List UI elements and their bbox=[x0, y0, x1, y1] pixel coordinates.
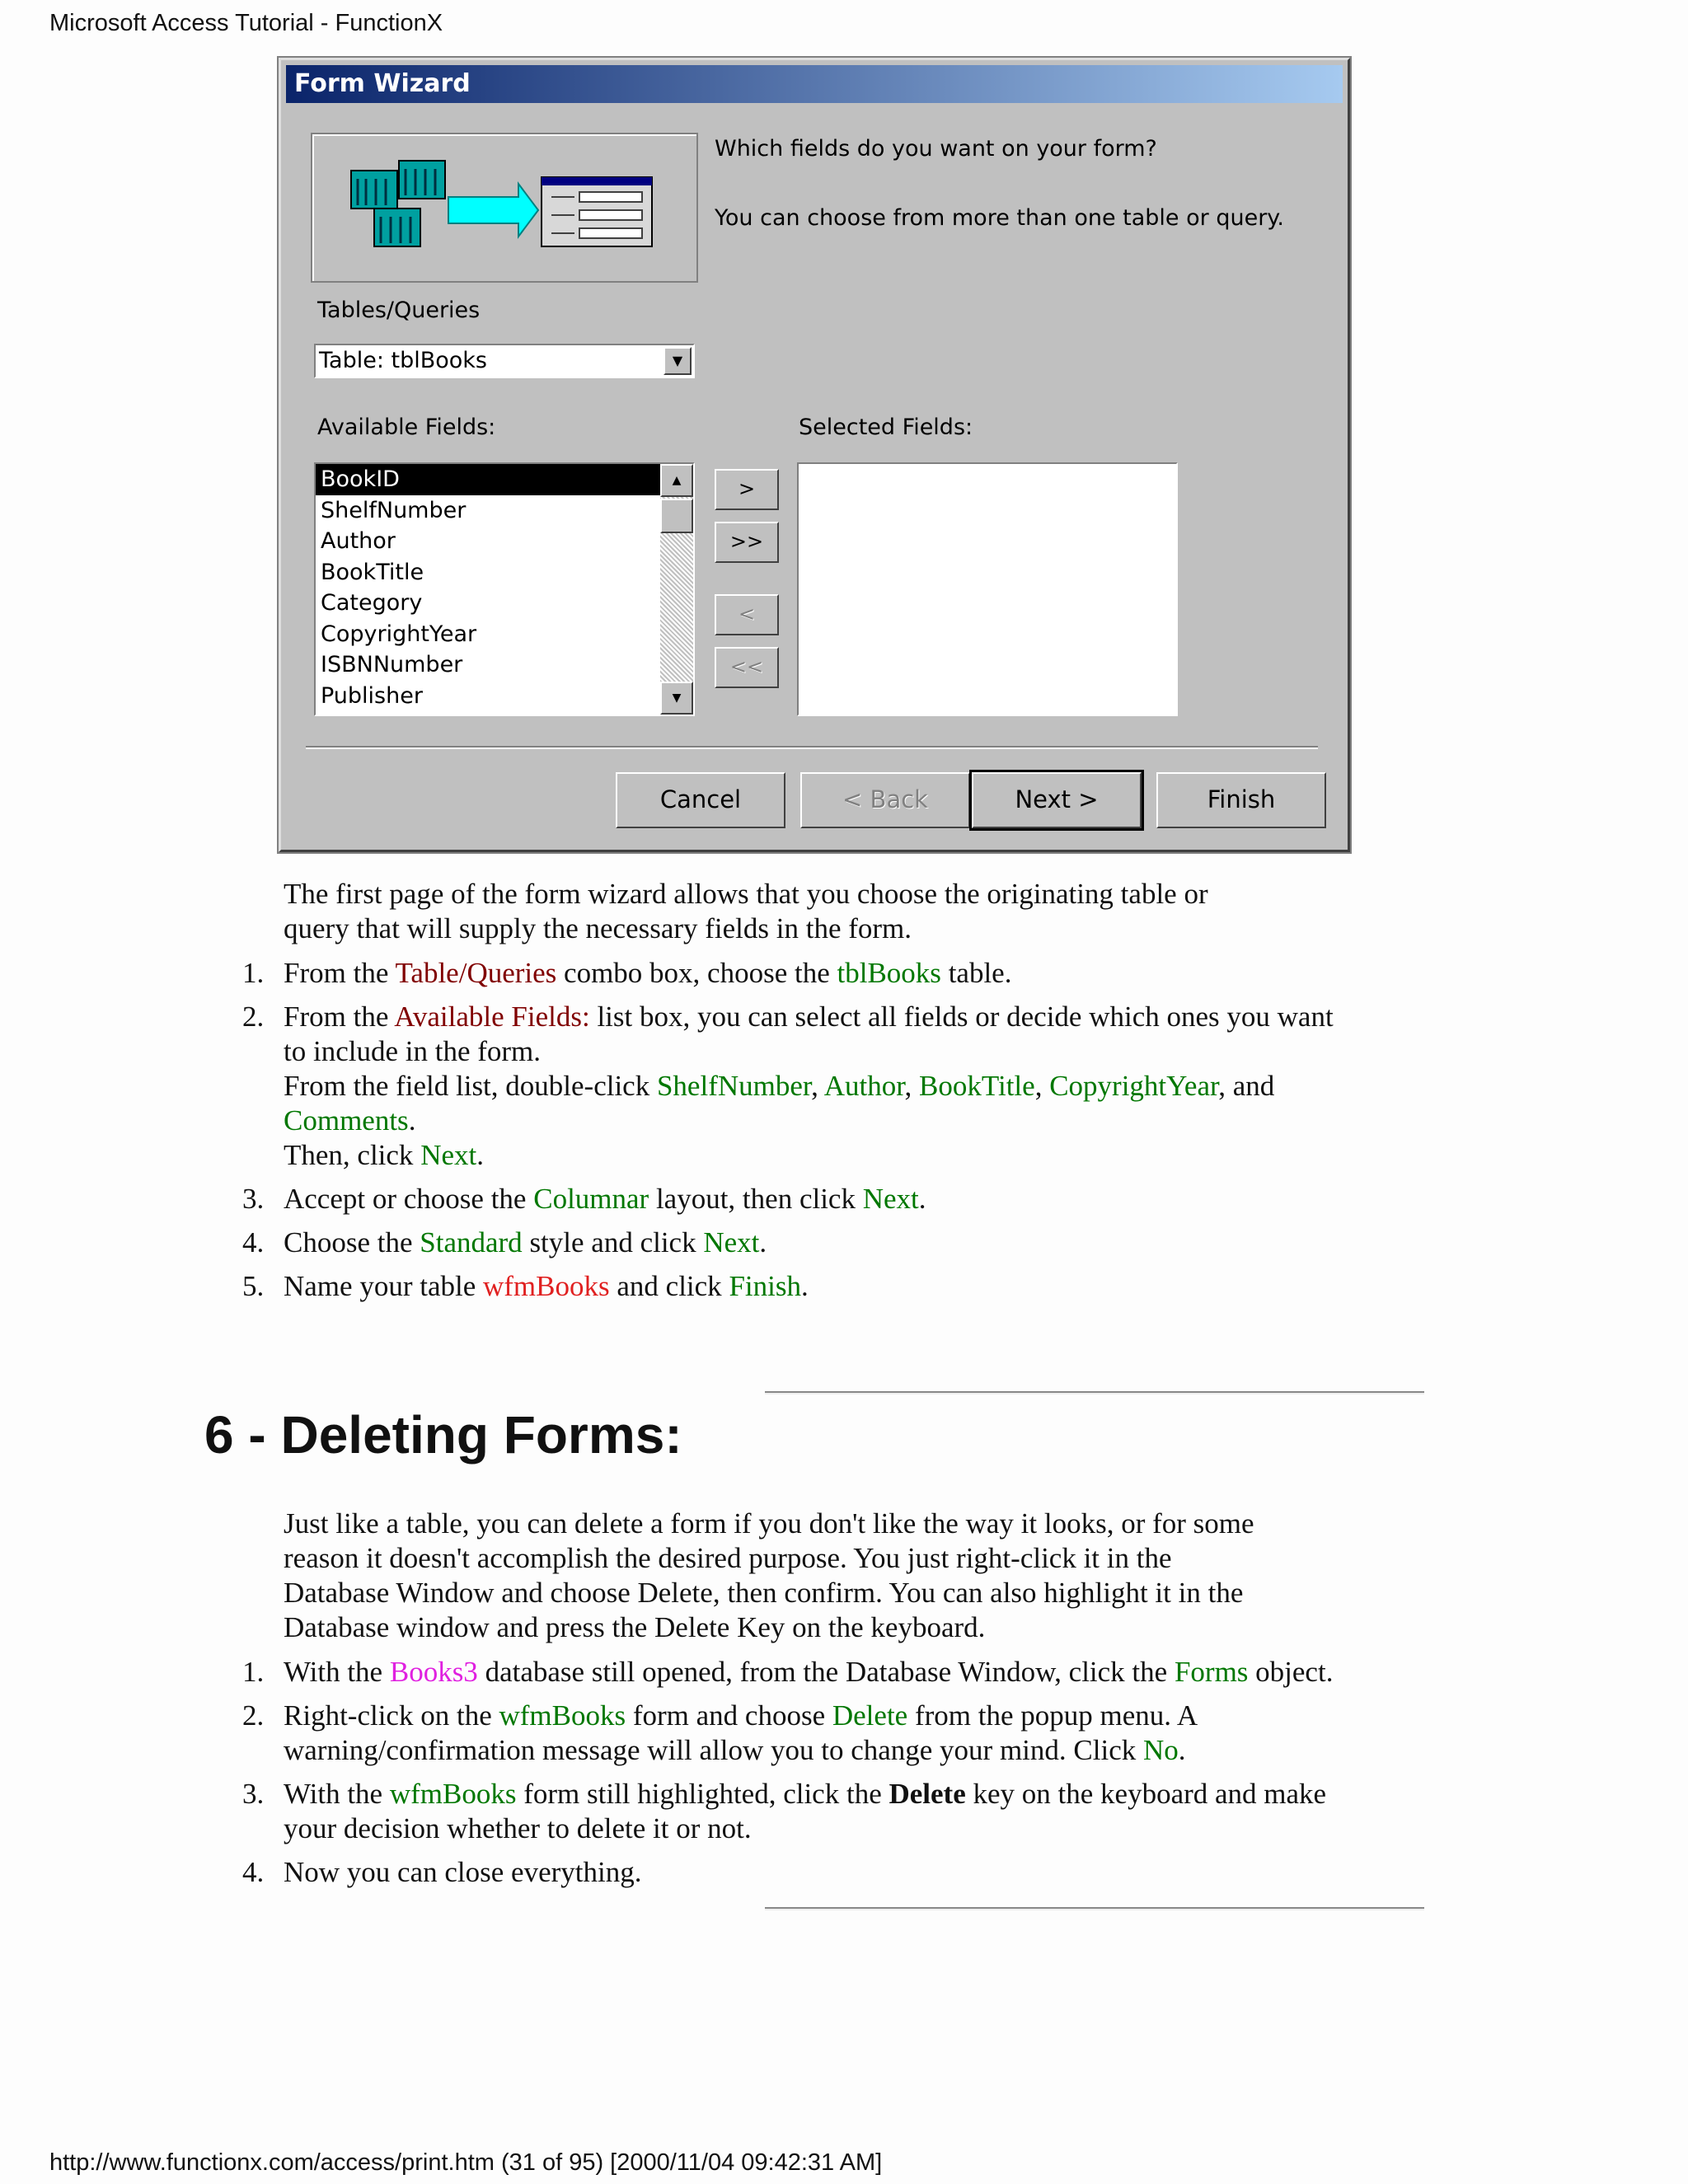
ui-term: tblBooks bbox=[837, 957, 941, 989]
text: Now you can close everything. bbox=[284, 1856, 642, 1888]
text: . bbox=[759, 1226, 767, 1258]
list-item bbox=[242, 1699, 1421, 1768]
cancel-button[interactable]: Cancel bbox=[616, 772, 785, 828]
ui-term: wfmBooks bbox=[483, 1270, 610, 1302]
list-item bbox=[242, 1777, 1421, 1846]
available-fields-list[interactable] bbox=[314, 462, 695, 716]
finish-button[interactable]: Finish bbox=[1156, 772, 1326, 828]
list-item bbox=[242, 1655, 1421, 1690]
text: . bbox=[1178, 1734, 1186, 1766]
list-item bbox=[242, 1226, 1421, 1260]
dialog-separator bbox=[306, 746, 1318, 749]
text-line: Just like a table, you can delete a form if you don't like the way it looks, or for some bbox=[284, 1507, 1254, 1540]
add-all-fields-button[interactable]: >> bbox=[715, 522, 779, 563]
text: style and click bbox=[522, 1226, 704, 1258]
back-button[interactable]: < Back bbox=[800, 772, 970, 828]
list-item[interactable]: BookID bbox=[316, 464, 660, 495]
ui-term: Finish bbox=[729, 1270, 801, 1302]
text-line: query that will supply the necessary fields in the form. bbox=[284, 912, 912, 944]
ui-term: Forms bbox=[1174, 1656, 1249, 1688]
list-item bbox=[242, 1855, 1421, 1890]
section-title: 6 - Deleting Forms: bbox=[204, 1405, 682, 1465]
item-number: 1. bbox=[242, 1656, 265, 1688]
item-number: 5. bbox=[242, 1270, 265, 1302]
text: . bbox=[476, 1139, 484, 1171]
vertical-scrollbar[interactable] bbox=[660, 464, 693, 715]
text: Choose the bbox=[284, 1226, 420, 1258]
question-label: Which fields do you want on your form? bbox=[715, 136, 1157, 162]
text: to include in the form. bbox=[284, 1035, 542, 1067]
text: With the bbox=[284, 1656, 390, 1688]
text-line: Database Window and choose Delete, then confirm. You can also highlight it in the bbox=[284, 1577, 1244, 1609]
ui-term: No bbox=[1142, 1734, 1179, 1766]
text: , bbox=[1034, 1070, 1050, 1102]
item-number: 1. bbox=[242, 957, 265, 989]
list-item[interactable]: BookTitle bbox=[321, 559, 424, 585]
intro-paragraph bbox=[284, 877, 1437, 946]
delete-intro-paragraph bbox=[284, 1507, 1437, 1645]
dropdown-arrow-icon[interactable]: ▼ bbox=[663, 347, 692, 375]
item-number: 3. bbox=[242, 1778, 265, 1810]
list-item[interactable]: ISBNNumber bbox=[321, 652, 463, 677]
item-number: 2. bbox=[242, 1699, 265, 1732]
page-header: Microsoft Access Tutorial - FunctionX bbox=[49, 10, 443, 36]
ui-term: wfmBooks bbox=[499, 1699, 626, 1732]
list-item[interactable]: CopyrightYear bbox=[321, 621, 477, 647]
list-item bbox=[242, 956, 1421, 991]
text: Then, click bbox=[284, 1139, 421, 1171]
hint-label: You can choose from more than one table or query. bbox=[715, 205, 1285, 231]
text: . bbox=[408, 1104, 416, 1137]
ui-term: ShelfNumber bbox=[656, 1070, 812, 1102]
text: combo box, choose the bbox=[556, 957, 837, 989]
text: From the bbox=[284, 957, 396, 989]
ui-term: Standard bbox=[420, 1226, 523, 1258]
ui-term: Next bbox=[862, 1183, 919, 1215]
text: Name your table bbox=[284, 1270, 483, 1302]
text: From the bbox=[284, 1001, 395, 1033]
wizard-steps-list bbox=[242, 956, 1421, 1304]
tables-queries-combo[interactable] bbox=[314, 344, 695, 378]
ui-term: Next bbox=[420, 1139, 477, 1171]
ui-term: Comments bbox=[284, 1104, 409, 1137]
page-footer: http://www.functionx.com/access/print.htm (31 of 95) [2000/11/04 09:42:31 AM] bbox=[49, 2149, 883, 2176]
wizard-illustration bbox=[311, 133, 698, 283]
text: object. bbox=[1248, 1656, 1334, 1688]
tables-queries-label: Tables/Queries bbox=[317, 298, 481, 323]
text: your decision whether to delete it or not. bbox=[284, 1812, 752, 1844]
key-name: Delete bbox=[889, 1778, 966, 1810]
text: Right-click on the bbox=[284, 1699, 499, 1732]
scroll-down-icon[interactable]: ▼ bbox=[660, 682, 693, 715]
text: warning/confirmation message will allow you to change your mind. Click bbox=[284, 1734, 1143, 1766]
ui-term: CopyrightYear bbox=[1049, 1070, 1219, 1102]
list-item[interactable]: ShelfNumber bbox=[321, 497, 467, 523]
ui-term: Table/Queries bbox=[395, 957, 557, 989]
remove-all-fields-button[interactable]: << bbox=[715, 647, 779, 688]
remove-field-button[interactable]: < bbox=[715, 594, 779, 635]
add-field-button[interactable]: > bbox=[715, 469, 779, 510]
text: key on the keyboard and make bbox=[965, 1778, 1327, 1810]
list-item[interactable]: Author bbox=[321, 528, 396, 554]
ui-term: wfmBooks bbox=[389, 1778, 517, 1810]
next-button[interactable]: Next > bbox=[972, 772, 1142, 828]
text: list box, you can select all fields or decide which ones you want bbox=[589, 1001, 1334, 1033]
text: , bbox=[904, 1070, 919, 1102]
delete-steps-list bbox=[242, 1655, 1421, 1890]
item-number: 4. bbox=[242, 1226, 265, 1258]
combo-value: Table: tblBooks bbox=[319, 348, 487, 373]
list-item bbox=[242, 1000, 1421, 1173]
text: Accept or choose the bbox=[284, 1183, 534, 1215]
list-item[interactable]: Publisher bbox=[321, 682, 423, 709]
item-number: 3. bbox=[242, 1183, 265, 1215]
selected-fields-label: Selected Fields: bbox=[799, 415, 973, 440]
text-line: reason it doesn't accomplish the desired purpose. You just right-click it in the bbox=[284, 1542, 1172, 1574]
form-wizard-dialog bbox=[279, 58, 1350, 852]
text: From the field list, double-click bbox=[284, 1070, 657, 1102]
ui-term: Delete bbox=[832, 1699, 908, 1732]
text: . bbox=[800, 1270, 809, 1302]
scroll-thumb[interactable] bbox=[660, 499, 693, 533]
ui-term: Next bbox=[703, 1226, 760, 1258]
ui-term: Available Fields: bbox=[394, 1001, 590, 1033]
ui-term: Books3 bbox=[389, 1656, 478, 1688]
text: from the popup menu. A bbox=[907, 1699, 1198, 1732]
tables-to-form-icon bbox=[312, 134, 696, 281]
text-line: The first page of the form wizard allows that you choose the originating table or bbox=[284, 878, 1208, 910]
text: table. bbox=[940, 957, 1012, 989]
horizontal-rule bbox=[765, 1907, 1424, 1910]
horizontal-rule bbox=[765, 1391, 1424, 1394]
text: and click bbox=[609, 1270, 729, 1302]
text: , bbox=[811, 1070, 824, 1102]
text: , and bbox=[1218, 1070, 1275, 1102]
text-line: Database window and press the Delete Key on the keyboard. bbox=[284, 1611, 986, 1643]
text: layout, then click bbox=[649, 1183, 863, 1215]
selected-fields-list[interactable] bbox=[797, 462, 1178, 716]
text: With the bbox=[284, 1778, 390, 1810]
list-item[interactable]: Category bbox=[321, 590, 423, 616]
ui-term: BookTitle bbox=[918, 1070, 1035, 1102]
list-item bbox=[242, 1182, 1421, 1216]
text: form and choose bbox=[626, 1699, 832, 1732]
text: database still opened, from the Database Window, click the bbox=[477, 1656, 1175, 1688]
item-number: 4. bbox=[242, 1856, 265, 1888]
ui-term: Columnar bbox=[533, 1183, 649, 1215]
scroll-up-icon[interactable]: ▲ bbox=[660, 464, 693, 497]
available-fields-label: Available Fields: bbox=[317, 415, 496, 440]
text: form still highlighted, click the bbox=[516, 1778, 889, 1810]
item-number: 2. bbox=[242, 1001, 265, 1033]
text: . bbox=[918, 1183, 926, 1215]
dialog-title: Form Wizard bbox=[286, 65, 1343, 103]
list-item bbox=[242, 1269, 1421, 1304]
ui-term: Author bbox=[823, 1070, 905, 1102]
